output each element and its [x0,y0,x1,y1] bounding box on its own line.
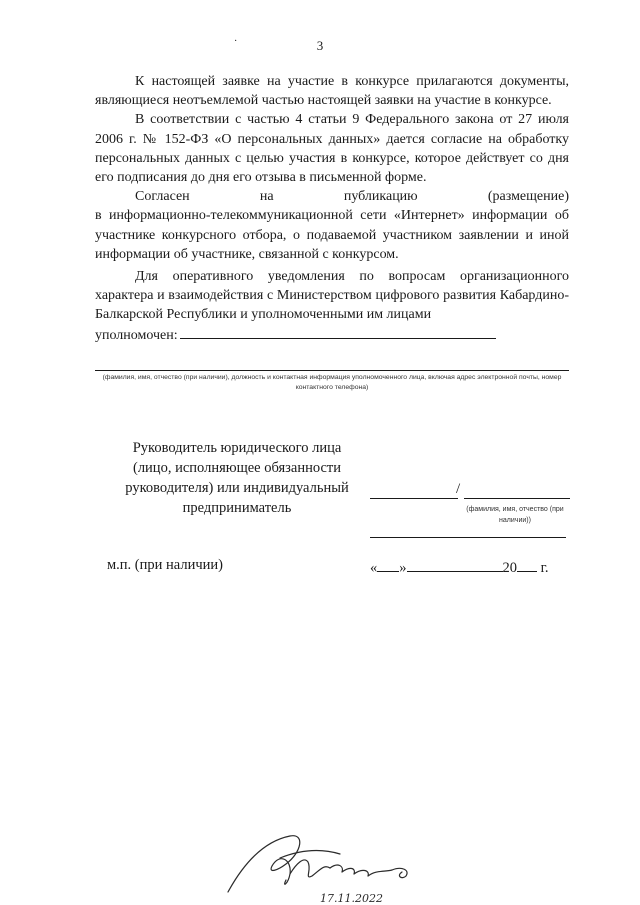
body-text [95,72,569,345]
contact-fill-line [95,370,569,371]
paragraph-contact [95,267,569,325]
scan-dot: · [234,36,238,47]
handwritten-date: 17.11.2022 [320,892,383,905]
open-quote: « [370,560,378,576]
contact-note: (фамилия, имя, отчество (при наличии), должность и контактная информация уполномоченного лица, включая адрес электронной почты, номер контактного телефона) [102,374,562,391]
date-line [370,557,549,577]
fio-note: (фамилия, имя, отчество (при наличии)) [466,506,564,524]
name-line [464,498,570,499]
year-blank [517,557,537,572]
extra-line [370,537,566,538]
day-blank [377,557,399,572]
word: на [259,189,274,205]
publication-first-line [95,187,569,206]
authorized-fill-line [180,325,496,339]
paragraph-publication [95,187,569,264]
century: 20 [502,560,517,576]
signature-line [370,498,458,499]
contact-text: Для оперативного уведомления по вопросам организационного характера и взаимодействия с Министерством цифрового развития Кабардино-Балкарской Республики и уполномоченными им лицами [95,269,569,323]
publication-rest: в информационно-телекоммуникационной сети «Интернет» информации об участнике конкурсного отбора, о подаваемой участником заявлении и иной информации об участнике, связанной с конкурсом. [95,208,569,262]
word: Согласен [135,189,190,205]
paragraph-consent: В соответствии с частью 4 статьи 9 Федерального закона от 27 июля 2006 г. № 152-ФЗ «О персональных данных» дается согласие на обработку персональных данных с целью участия в конкурсе, которое действует со дня его подписания до дня его отзыва в письменной форме. [95,112,569,186]
signature-slash: / [456,481,461,497]
word: (размещение) [487,189,569,205]
head-line: руководителя) или индивидуальный [125,480,349,496]
handwritten-signature [220,830,430,905]
head-title-block [112,438,362,518]
head-line: предприниматель [182,500,292,516]
year-suffix: г. [540,560,549,576]
head-line: (лицо, исполняющее обязанности [132,460,342,476]
authorized-label: уполномочен: [95,327,178,343]
stamp-label: м.п. (при наличии) [107,557,223,573]
word: публикацию [343,189,418,205]
paragraph-authorized [95,325,569,345]
close-quote: » [399,560,407,576]
month-blank [407,557,503,572]
head-line: Руководитель юридического лица [132,440,342,456]
page-number: 3 [316,38,324,53]
paragraph-attachments: К настоящей заявке на участие в конкурсе прилагаются документы, являющиеся неотъемлемой частью настоящей заявки на участие в конкурсе. [95,74,569,109]
